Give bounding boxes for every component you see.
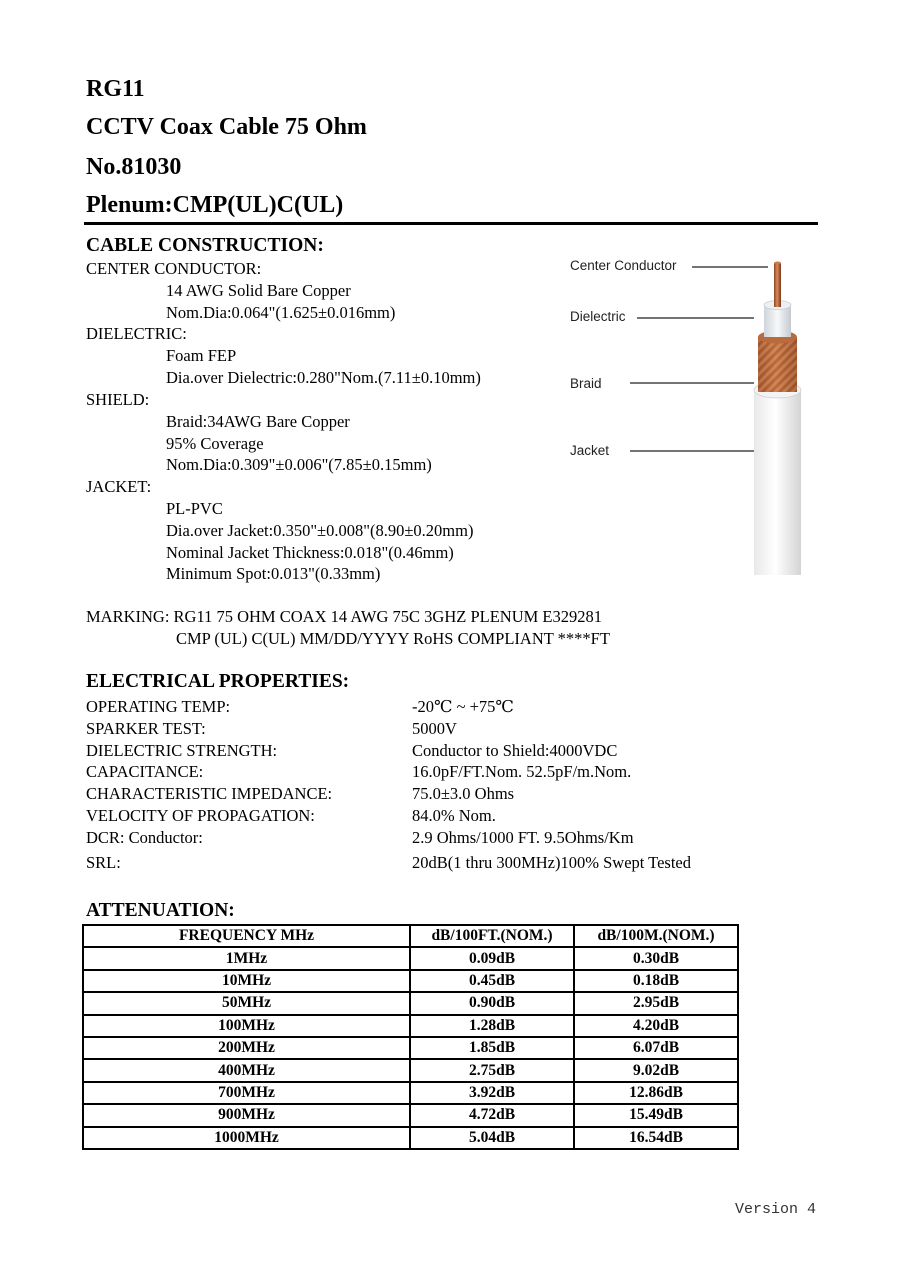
center-conductor-wire bbox=[774, 262, 781, 308]
shield-coverage: 95% Coverage bbox=[166, 434, 264, 453]
jacket-material: PL-PVC bbox=[166, 499, 223, 518]
table-row bbox=[83, 1059, 738, 1081]
elec-label: DCR: Conductor: bbox=[86, 828, 203, 847]
frequency-cell: 50MHz bbox=[83, 992, 410, 1014]
db-100m-cell: 4.20dB bbox=[574, 1015, 738, 1037]
db-100m-cell: 9.02dB bbox=[574, 1059, 738, 1081]
shield-braid: Braid:34AWG Bare Copper bbox=[166, 412, 350, 431]
column-header-frequency: FREQUENCY MHz bbox=[83, 925, 410, 947]
shield-label: SHIELD: bbox=[86, 390, 150, 409]
elec-value: 2.9 Ohms/1000 FT. 9.5Ohms/Km bbox=[412, 828, 634, 847]
elec-label: CHARACTERISTIC IMPEDANCE: bbox=[86, 784, 333, 803]
frequency-cell: 700MHz bbox=[83, 1082, 410, 1104]
attenuation-table bbox=[82, 924, 739, 1150]
db-100ft-cell: 0.45dB bbox=[410, 970, 574, 992]
product-model: RG11 bbox=[86, 76, 145, 102]
db-100m-cell: 15.49dB bbox=[574, 1104, 738, 1126]
center-conductor-dia: Nom.Dia:0.064"(1.625±0.016mm) bbox=[166, 303, 396, 322]
dielectric-material: Foam FEP bbox=[166, 346, 237, 365]
elec-value: 20dB(1 thru 300MHz)100% Swept Tested bbox=[412, 853, 692, 872]
elec-label: DIELECTRIC STRENGTH: bbox=[86, 741, 278, 760]
coax-cable-diagram bbox=[630, 255, 820, 580]
center-conductor-label: CENTER CONDUCTOR: bbox=[86, 259, 262, 278]
frequency-cell: 900MHz bbox=[83, 1104, 410, 1126]
braid-layer bbox=[758, 331, 797, 393]
jacket-label: JACKET: bbox=[86, 477, 152, 496]
frequency-cell: 1000MHz bbox=[83, 1127, 410, 1149]
db-100ft-cell: 0.90dB bbox=[410, 992, 574, 1014]
header-divider bbox=[84, 222, 818, 225]
construction-heading: CABLE CONSTRUCTION: bbox=[86, 235, 324, 256]
jacket-layer bbox=[754, 382, 801, 575]
dielectric-label: DIELECTRIC: bbox=[86, 324, 187, 343]
elec-value: 84.0% Nom. bbox=[412, 806, 496, 825]
db-100ft-cell: 1.28dB bbox=[410, 1015, 574, 1037]
electrical-heading: ELECTRICAL PROPERTIES: bbox=[86, 671, 350, 692]
table-header-row bbox=[83, 925, 738, 947]
db-100m-cell: 16.54dB bbox=[574, 1127, 738, 1149]
db-100ft-cell: 0.09dB bbox=[410, 947, 574, 969]
jacket-minimum-spot: Minimum Spot:0.013"(0.33mm) bbox=[166, 564, 381, 583]
version-label: Version 4 bbox=[735, 1201, 817, 1218]
db-100ft-cell: 1.85dB bbox=[410, 1037, 574, 1059]
elec-label: SPARKER TEST: bbox=[86, 719, 206, 738]
frequency-cell: 400MHz bbox=[83, 1059, 410, 1081]
table-row bbox=[83, 970, 738, 992]
diagram-label-braid: Braid bbox=[570, 376, 602, 391]
db-100m-cell: 6.07dB bbox=[574, 1037, 738, 1059]
elec-label: SRL: bbox=[86, 853, 121, 872]
frequency-cell: 100MHz bbox=[83, 1015, 410, 1037]
column-header-db-per-100m: dB/100M.(NOM.) bbox=[574, 925, 738, 947]
elec-label: CAPACITANCE: bbox=[86, 762, 204, 781]
attenuation-heading: ATTENUATION: bbox=[86, 900, 235, 921]
db-100m-cell: 2.95dB bbox=[574, 992, 738, 1014]
marking-line-2: CMP (UL) C(UL) MM/DD/YYYY RoHS COMPLIANT ****FT bbox=[176, 629, 610, 648]
column-header-db-per-100ft: dB/100FT.(NOM.) bbox=[410, 925, 574, 947]
elec-value: 16.0pF/FT.Nom. 52.5pF/m.Nom. bbox=[412, 762, 632, 781]
table-row bbox=[83, 1082, 738, 1104]
product-title: CCTV Coax Cable 75 Ohm bbox=[86, 114, 367, 140]
frequency-cell: 10MHz bbox=[83, 970, 410, 992]
table-row bbox=[83, 1037, 738, 1059]
jacket-thickness: Nominal Jacket Thickness:0.018"(0.46mm) bbox=[166, 543, 454, 562]
center-conductor-spec: 14 AWG Solid Bare Copper bbox=[166, 281, 351, 300]
diagram-label-jacket: Jacket bbox=[570, 443, 610, 458]
table-row bbox=[83, 1015, 738, 1037]
plenum-rating: Plenum:CMP(UL)C(UL) bbox=[86, 192, 344, 218]
db-100ft-cell: 3.92dB bbox=[410, 1082, 574, 1104]
shield-dia: Nom.Dia:0.309"±0.006"(7.85±0.15mm) bbox=[166, 455, 432, 474]
marking-line-1: MARKING: RG11 75 OHM COAX 14 AWG 75C 3GHZ PLENUM E329281 bbox=[86, 607, 602, 626]
elec-label: OPERATING TEMP: bbox=[86, 697, 231, 716]
table-row bbox=[83, 1127, 738, 1149]
elec-value: 75.0±3.0 Ohms bbox=[412, 784, 515, 803]
frequency-cell: 200MHz bbox=[83, 1037, 410, 1059]
diagram-label-dielectric: Dielectric bbox=[570, 309, 626, 324]
jacket-dia: Dia.over Jacket:0.350"±0.008"(8.90±0.20mm) bbox=[166, 521, 474, 540]
db-100m-cell: 0.18dB bbox=[574, 970, 738, 992]
db-100ft-cell: 4.72dB bbox=[410, 1104, 574, 1126]
dielectric-dia: Dia.over Dielectric:0.280"Nom.(7.11±0.10mm) bbox=[166, 368, 481, 387]
db-100m-cell: 0.30dB bbox=[574, 947, 738, 969]
elec-label: VELOCITY OF PROPAGATION: bbox=[86, 806, 315, 825]
table-row bbox=[83, 992, 738, 1014]
elec-value: Conductor to Shield:4000VDC bbox=[412, 741, 618, 760]
db-100ft-cell: 2.75dB bbox=[410, 1059, 574, 1081]
frequency-cell: 1MHz bbox=[83, 947, 410, 969]
diagram-label-center-conductor: Center Conductor bbox=[570, 258, 677, 273]
product-number: No.81030 bbox=[86, 154, 182, 180]
table-row bbox=[83, 1104, 738, 1126]
elec-value: 5000V bbox=[412, 719, 457, 738]
db-100ft-cell: 5.04dB bbox=[410, 1127, 574, 1149]
table-row bbox=[83, 947, 738, 969]
db-100m-cell: 12.86dB bbox=[574, 1082, 738, 1104]
elec-value: -20℃ ~ +75℃ bbox=[412, 697, 514, 716]
